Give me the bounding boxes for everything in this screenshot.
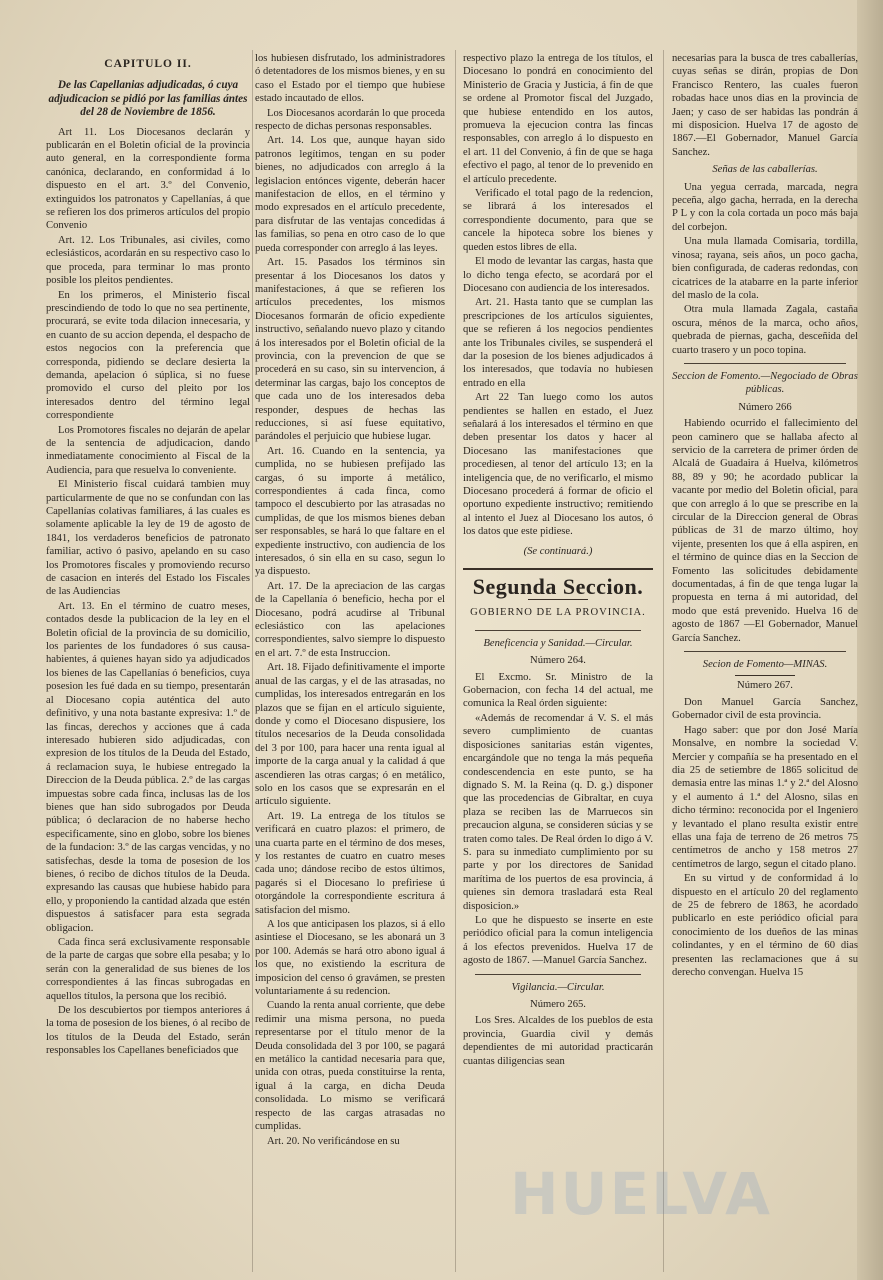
paragraph: El modo de levantar las cargas, hasta que lo dicho tenga efecto, se acordará por el Diocesano con audiencia de los interesados. <box>463 256 653 294</box>
notice-number: Número 264. <box>530 655 586 667</box>
paragraph: Art. 12. Los Tribunales, asi civiles, como eclesiásticos, acordarán en su respectivo caso lo que proceda, para terminar lo mas pronto posible los pleitos pendientes. <box>46 234 250 287</box>
paragraph: A los que anticipasen los plazos, si á ello asintiese el Diocesano, se les abonará un 3 por 100. Además se hará otro abono igual á los que, no existiendo la escritura de imposicion del censo ó gravámen, se presten voluntariamente á su redencion. <box>255 919 445 998</box>
paragraph: Hago saber: que por don José María Monsalve, en nombre la sociedad V. Mercier y compañía se ha presentado en el dia 25 de setiembre de 1865 solicitud de demasia entre las minas 1.ª y 2.ª del Alosno y el aumento á 1.ª del Alosno, silas en dicho término: reconocida por el Ingeniero y levantado el plano resulta existir entre ellas una faja de terreno de 26 metros 75 centímetros de ancho y 158 metros 27 centímetros de largo, segun el citado plano. <box>672 724 858 870</box>
column-divider <box>455 50 456 1272</box>
paragraph: Cuando la renta anual corriente, que debe redimir una misma persona, no pueda representarse por el título menor de la Deuda consolidada del 3 por 100, se pagará en metálico la cantidad necesaria para que, unida con otras, pueda constituirse la renta, igual á la carga, en dicha Deuda consolidada. Lo mismo se verificará respecto de las cargas atrasadas no cumplidas. <box>255 1000 445 1133</box>
paragraph: El Excmo. Sr. Ministro de la Gobernacion, con fecha 14 del actual, me comunica la Real órden siguiente: <box>463 671 653 710</box>
chapter-heading: De las Capellanias adjudicadas, ó cuya adjudicacion se pidió por las familias ántes del 28 de Noviembre de 1856. <box>48 79 248 119</box>
paragraph: Otra mula llamada Zagala, castaña oscura, ménos de la marca, ocho años, quebrada de piernas, gacha, desceñida del cuarto trasero y un poco topina. <box>672 304 858 356</box>
continued-note: (Se continuará.) <box>523 545 593 557</box>
column-divider <box>663 50 664 1272</box>
notice-number: Número 267. <box>737 680 793 692</box>
paragraph: Una mula llamada Comisaria, tordilla, vinosa; rayana, seis años, un poco gacha, bien configurada, de caderas redondas, con cicatrices de la atabarre en la parte inferior del maslo de la cola. <box>672 236 858 301</box>
paragraph: Una yegua cerrada, marcada, negra peceña, algo gacha, herrada, en la derecha P L y con la cola cortada un poco más baja del corbejon. <box>672 181 858 233</box>
notice-number: Número 265. <box>530 999 586 1010</box>
paragraph: Art. 18. Fijado definitivamente el importe anual de las cargas, y el de las atrasadas, no cumplidas, los interesados entregarán en los plazos que se fijan en el artículo siguiente, donde y como el Diocesano dispusiere, los títulos necesarios de la Deuda consolidada del 3 por 100, para hacer una renta igual al importe de la carga anual y la calidad á que ascendieren las otras cargas; ó en metálico, solo en los casos que se expresarán en el artículo siguiente. <box>255 662 445 808</box>
column-4 <box>672 52 858 1274</box>
paragraph: Verificado el total pago de la redencion, se librará á los interesados el correspondiente documento, para que se cancele la hipoteca sobre los bienes y queden estos libres de ella. <box>463 188 653 253</box>
column-2 <box>255 52 445 1274</box>
paragraph: Art. 17. De la apreciacion de las cargas de la Capellanía ó beneficio, hecha por el Diocesano, podrá acudirse al Tribunal eclesiástico con las apelaciones correspondientes, salvo siempre lo dispuesto en el art. 7.º de esta Instruccion. <box>255 580 445 659</box>
section-title: Segunda Seccion. <box>472 574 644 600</box>
paragraph: Art. 20. No verificándose en su <box>267 1135 400 1147</box>
page-gutter <box>857 0 883 1280</box>
paragraph: Art. 16. Cuando en la sentencia, ya cumplida, no se hubiesen prefijado las cargas, ó su importe á metálico, correspondientes á cada finca, como tampoco el descubierto por las atrasadas no cumplidas, de que los mismos bienes deban ser responsables, se hará lo que faltare en el expediente instructivo, con audiencia de los interesados, ó sin ella en su caso, segun lo ya dispuesto. <box>255 445 445 578</box>
paragraph: «Además de recomendar á V. S. el más severo cumplimiento de cuantas disposiciones sanitarias están vigentes, encargándole que no tenga la más pequeña condescendencia en este punto, se ha dignado S. M. la Reina (q. D. g.) disponer que las procedencias de Gibraltar, en cuya plaza se reciben las de Marruecos sin precaucion alguna, se consideren súcias y se traten como tales. De Real órden lo digo á V. S. para su inmediato cumplimiento por su parte y por los directores de Sanidad marítima de los puertos de esa provincia, á quienes sin demora trasladará esta Real disposicion.» <box>463 712 653 912</box>
paragraph: los hubiesen disfrutado, los administradores ó detentadores de los mismos bienes, y en su caso el Estado por el tiempo que hubiese estado incautado de ellos. <box>255 53 445 105</box>
column-divider <box>252 50 253 1272</box>
paragraph: Los Diocesanos acordarán lo que proceda respecto de dichas personas responsables. <box>255 107 445 133</box>
divider <box>475 630 641 631</box>
paragraph: Don Manuel García Sanchez, Gobernador civil de esta provincia. <box>672 696 858 722</box>
title-rule <box>735 675 795 676</box>
title-rule <box>528 599 588 600</box>
paragraph: En los primeros, el Ministerio fiscal prescindiendo de todo lo que no sea pertinente, procurará, se evite toda dilacion innecesaria, y en cuanto de su accion dependa, el despacho de estos negocios con la preferencia que corresponda, pidiendo se declare desierta la demanda, apelacion ó súplica, si no fuese promovido el curso del pleito por los interesados dentro del término legal correspondiente <box>46 289 250 422</box>
divider <box>684 363 846 364</box>
chapter-title: CAPITULO II. <box>104 58 192 70</box>
column-3 <box>463 52 653 1274</box>
circular-heading: Beneficencia y Sanidad.—Circular. <box>483 637 633 649</box>
paragraph: Art. 19. La entrega de los títulos se verificará en cuatro plazos: el primero, de una cuarta parte en el término de dos meses, y los restantes de cuatro en cuatro meses cada uno; dándose recibo de estos últimos, pagarés si el Diocesano lo prefiriese ú otorgándole la correspondiente escritura á satisfacion del mismo. <box>255 810 445 916</box>
paragraph: Habiendo ocurrido el fallecimiento del peon caminero que se hallaba afecto al servicio de la carretera de primer órden de Alcalá de Guadaira á Huelva, kilómetros 88, 89 y 90; he acordado publicar la vacante por medio del Boletin oficial, para que con arreglo á lo que se prescribe en la circular de la Direccion general de Obras públicas de 31 de marzo último, hoy vijente, presenten los que á ella aspiren, en el término de quince dias en la Seccion de Fomento las solicitudes debidamente documentadas, á fin de que tenga lugar la propuesta en terna á mi autoridad, del modo que está prevenido. Huelva 16 de agosto de 1867 —El Gobernador, Manuel García Sanchez. <box>672 418 858 644</box>
column-1 <box>46 52 250 1274</box>
section-heading: Secion de Fomento—MINAS. <box>702 659 828 671</box>
section-heading: Seccion de Fomento.—Negociado de Obras públicas. <box>672 370 858 396</box>
divider <box>475 974 641 975</box>
circular-heading: Vigilancia.—Circular. <box>511 981 605 993</box>
section-rule <box>463 568 653 570</box>
paragraph: Art 22 Tan luego como los autos pendientes se hallen en estado, el Juez señalará á los interesados el término en que deben presentar los datos y hacer al Diocesano las manifestaciones que procediesen, al tenor del artículo 13; en la inteligencia que, de no verificarlo, el mismo Diocesano procederá á formar de oficio el oportuno expediente instructivo; remitiendo al intento el Juez al Diocesano los autos, ó los datos que este pidiese. <box>463 392 653 538</box>
paragraph: Art. 13. En el término de cuatro meses, contados desde la publicacion de la ley en el Boletin oficial de la provincia de su domicilio, los parientes de los fundadores ó sus causa-habientes, á quienes hayan sido ya adjudicados los bienes de las Capellanías ó beneficios, cuya posesion les fué dada en su tiempo, presentarán al Diocesano copia auténtica del auto definitivo, y una nota bastante expresiva: 1.º de las fincas, derechos y acciones que á cada interesado hubieren sido adjudicadas, con expresion de los títulos de la Deuda del Estado, á reclamacion suya, le hubiese entregado la Direccion de la Deuda pública. 2.º de las cargas impuestas sobre cada finca, inclusas las de los bienes que han sido subrogados por Deuda pública; ó declaracion de no haberse hecho especificamente, sino en globo, sobre los bienes de la fundacion: 3.º de las cargas vencidas, y no satisfechas, desde la toma de posesion de los bienes, ó recibo de dichos títulos de la Deuda. expresando las causas que hubiese habido para ello, y proponiendo la cantidad alzada que estén dispuestos á satisfacer para esta segrada obligacion. <box>46 600 250 934</box>
paragraph: Los Sres. Alcaldes de los pueblos de esta provincia, Guardia civil y demás dependientes de mi autoridad practicarán cuantas diligencias sean <box>463 1015 653 1067</box>
paragraph: Art 11. Los Diocesanos declarán y publicarán en el Boletin oficial de la provincia auto general, en la correspondiente forma canónica, declarando, en conformidad á lo dispuesto en el art. 3.º del Convenio, extinguidos los patronatos y Capellanías, á que se refieren los dos primeros artículos del propio Convenio <box>46 126 250 232</box>
paragraph: Art. 21. Hasta tanto que se cumplan las prescripciones de los artículos siguientes, que se refieren á los negocios pendientes ante los Tribunales civiles, se suspenderá el dar la posesion de los bienes adjudicados á los interesados, que todavía no hubiesen entrado en ella <box>463 297 653 389</box>
paragraph: Cada finca será exclusivamente responsable de la parte de cargas que sobre ella pesaba; y lo serán con la generalidad de sus bienes de los correspondientes á las fincas subrogadas en aquellos títulos, la persona que los recibió. <box>46 937 250 1002</box>
paragraph: Los Promotores fiscales no dejarán de apelar de la sentencia de adjudicacion, dando inmediatamente conocimiento al Fiscal de la Audiencia, para que resuelva lo conveniente. <box>46 424 250 476</box>
divider <box>684 651 846 652</box>
paragraph: Art. 15. Pasados los términos sin presentar á los Diocesanos los datos y manifestaciones, á que se refieren los artículos precedentes, los mismos Diocesanos formarán de oficio expediente instructivo, señalando nuevo plazo y citando á los interesados por el Boletin oficial de la provincia, con la prevencion de que se procederá en su caso, sin su intervencion, á determinar las cargas, bajo los conceptos de que cada uno de los interesados deba responder, despues de hechas las reducciones, si así fuese equitativo, parándoles el perjuicio que hubiese lugar. <box>255 257 445 443</box>
paragraph: De los descubiertos por tiempos anteriores á la toma de posesion de los bienes, ó al recibo de los títulos de la Deuda del Estado, serán responsables los Capellanes beneficiados que <box>46 1005 250 1057</box>
paragraph: El Ministerio fiscal cuidará tambien muy particularmente de que no se confundan con las Capellanías colativas familiares, á las cuales es solamente aplicable la ley de 19 de agosto de 1841, los verdaderos beneficios de patronato familiar, activo ó pasivo, apelando en su caso los Promotores fiscales y promoviendo recurso de casacion en interés del Estado los Fiscales de las Audiencias <box>46 479 250 598</box>
notice-number: Número 266 <box>738 401 792 413</box>
library-watermark: HUELVA <box>510 1160 773 1228</box>
paragraph: En su virtud y de conformidad á lo dispuesto en el artículo 20 del reglamento de 25 de febrero de 1863, he acordado publicarlo en este periódico oficial para conocimiento de los dueños de las minas colindantes, y en el término de 60 dias presenten las reclamaciones que á su derecho convengan. Huelva 15 <box>672 873 858 978</box>
section-heading: Señas de las caballerías. <box>712 164 818 176</box>
paragraph: Lo que he dispuesto se inserte en este periódico oficial para la comun inteligencia á los efectos prevenidos. Huelva 17 de agosto de 1867. —Manuel García Sanchez. <box>463 914 653 967</box>
paragraph: respectivo plazo la entrega de los títulos, el Diocesano lo pondrá en conocimiento del Ministerio de Gracia y Justicia, á fin de que se ordene al Promotor fiscal del Juzgado, que hubiese entendido en los autos, promueva la ejecucion contra las fincas responsables, con arreglo á lo dispuesto en el art. 11 del Convenio, á fin de que se haga efectivo el pago, al tenor de lo prevenido en el artículo precedente. <box>463 53 653 185</box>
paragraph: Art. 14. Los que, aunque hayan sido patronos legítimos, tengan en su poder bienes, no adjudicados con arreglo á la legislacion entónces vigente, deberán hacer manifestacion de ellos, en el término y modo expresados en el artículo precedente, para disfrutar de las ventajas concedidas á las familias, so pena en otro caso de lo que pueda corresponder con arreglo á las leyes. <box>255 135 445 254</box>
government-heading: GOBIERNO DE LA PROVINCIA. <box>470 607 646 619</box>
paragraph: necesarias para la busca de tres caballerías, cuyas señas se dirán, propias de Don Francisco Rentero, las cuales fueron robadas hace unos dias en la provincia de Jaen; y caso de ser habidas las pondrán á mi disposicion. Huelva 17 de agosto de 1867.—El Gobernador, Manuel García Sanchez. <box>672 53 858 158</box>
